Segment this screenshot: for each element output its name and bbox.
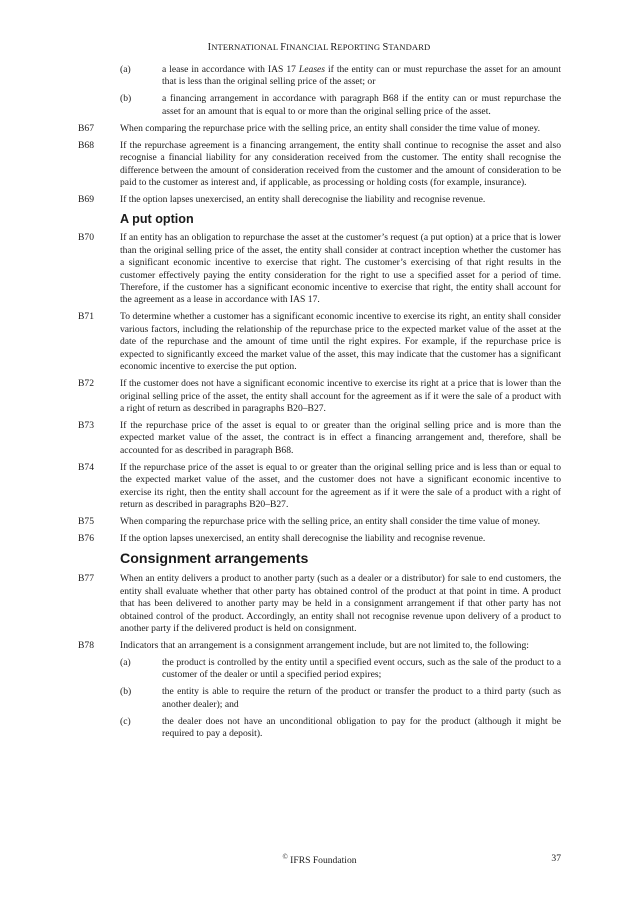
list-item	[78, 716, 561, 741]
paragraph-text: To determine whether a customer has a significant economic incentive to exercise its right, an entity shall consider various factors, including the relationship of the repurchase price to the expected market value of the asset at the date of the repurchase and the amount of time until the right expires. For example, if the repurchase price is expected to significantly exceed the market value of the asset, this may indicate that the customer has a significant economic incentive to exercise the put option.	[120, 311, 561, 373]
paragraph-text: When comparing the repurchase price with the selling price, an entity shall consider the time value of money.	[120, 122, 541, 134]
item-text: a lease in accordance with IAS 17 Leases if the entity can or must repurchase the asset for an amount that is less than the original selling price of the asset; or	[162, 64, 561, 88]
list-item	[78, 657, 561, 682]
item-text: a financing arrangement in accordance with paragraph B68 if the entity can or must repurchase the asset for an amount that is equal to or more than the original selling price of the asset.	[162, 93, 561, 117]
paragraph	[78, 378, 561, 415]
paragraph-number: B73	[78, 419, 94, 431]
header-cap: S	[382, 42, 389, 53]
paragraph	[78, 516, 561, 528]
item-text: the product is controlled by the entity until a specified event occurs, such as the sale of the product to a customer of the dealer or until a specified period expires;	[162, 656, 561, 681]
paragraph-number: B69	[78, 194, 94, 206]
paragraph	[78, 232, 561, 306]
paragraph-text: Indicators that an arrangement is a consignment arrangement include, but are not limited to, the following:	[120, 639, 529, 651]
footer-org: IFRS Foundation	[287, 855, 357, 867]
header-part: INANCIAL	[286, 42, 331, 52]
copyright-icon: ©	[282, 853, 288, 861]
paragraph-number: B67	[78, 122, 94, 134]
section-heading-consignment: Consignment arrangements	[120, 551, 309, 568]
item-text: the dealer does not have an unconditional obligation to pay for the product (although it might be required to pay a deposit).	[162, 715, 561, 740]
paragraph	[78, 123, 561, 135]
paragraph-number: B77	[78, 573, 94, 585]
item-label: (a)	[120, 656, 131, 668]
list-item	[78, 64, 561, 89]
paragraph-text: If the repurchase price of the asset is equal to or greater than the original selling price and is less than or equal to the expected market value of the asset, and the customer does not have a significant economic incentive to exercise its right, then the entity shall account for the agreement as if it were the sale of a product with a right of return as described in paragraphs B20–B27.	[120, 461, 561, 510]
paragraph-number: B68	[78, 139, 94, 151]
section-heading-put-option: A put option	[120, 212, 194, 227]
paragraph-number: B72	[78, 378, 94, 390]
paragraph	[78, 573, 561, 635]
item-label: (a)	[120, 64, 131, 75]
paragraph	[78, 194, 561, 206]
page-number: 37	[551, 853, 561, 864]
list-item	[78, 686, 561, 711]
standard-title: Leases	[298, 64, 326, 75]
paragraph	[78, 140, 561, 190]
paragraph-number: B76	[78, 532, 94, 544]
paragraph-text: If the option lapses unexercised, an entity shall derecognise the liability and recognise revenue.	[120, 532, 486, 544]
paragraph-text: If the customer does not have a significant economic incentive to exercise its right at a price that is lower than the original selling price of the asset, the entity shall account for the agreement as if it were the sale of a product with a right of return as described in paragraphs B20–B27.	[120, 378, 561, 414]
item-label: (b)	[120, 93, 132, 105]
item-label: (c)	[120, 715, 131, 727]
footer-copyright	[78, 853, 561, 866]
list-item	[78, 93, 561, 118]
paragraph-number: B78	[78, 639, 94, 651]
header-cap: R	[330, 42, 338, 53]
paragraph	[78, 640, 561, 652]
running-header	[0, 42, 638, 53]
paragraph-number: B75	[78, 515, 94, 527]
header-part: EPORTING	[337, 42, 383, 52]
header-cap: I	[207, 42, 212, 53]
paragraph-number: B70	[78, 232, 94, 244]
paragraph-text: If the repurchase price of the asset is equal to or greater than the original selling price and is more than the expected market value of the asset, the contract is in effect a financing arrangement and, therefore, shall be accounted for as described in paragraph B68.	[120, 419, 561, 456]
header-part: NTERNATIONAL	[211, 42, 281, 52]
paragraph-number: B71	[78, 311, 94, 323]
paragraph	[78, 533, 561, 545]
body-text	[78, 64, 561, 745]
header-cap: F	[280, 42, 287, 53]
paragraph	[78, 311, 561, 373]
paragraph-number: B74	[78, 461, 94, 473]
paragraph-text: If the option lapses unexercised, an entity shall derecognise the liability and recognise revenue.	[120, 194, 486, 206]
item-text: the entity is able to require the return of the product or transfer the product to a third party (such as another dealer); and	[162, 686, 561, 710]
paragraph-text: When comparing the repurchase price with the selling price, an entity shall consider the time value of money.	[120, 515, 541, 527]
paragraph-text: When an entity delivers a product to another party (such as a dealer or a distributor) for sale to end customers, the entity shall evaluate whether that other party has obtained control of the product at that point in time. A product that has been delivered to another party may be held in a consignment arrangement if that other party has not obtained control of the product. Accordingly, an entity shall not recognise revenue upon delivery of a product to another party if the delivered product is held on consignment.	[120, 573, 561, 634]
paragraph	[78, 462, 561, 512]
item-label: (b)	[120, 686, 132, 698]
paragraph-text: If the repurchase agreement is a financing arrangement, the entity shall continue to recognise the asset and also recognise a financial liability for any consideration received from the customer. The entity shall recognise the difference between the amount of consideration received from the customer and the amount of consideration to be paid to the customer as interest and, if applicable, as processing or holding costs (for example, insurance).	[120, 139, 561, 189]
header-part: TANDARD	[388, 42, 431, 52]
paragraph	[78, 420, 561, 457]
paragraph-text: If an entity has an obligation to repurchase the asset at the customer’s request (a put option) at a price that is lower than the original selling price of the asset, the entity shall consider at contract inception whether the customer has a significant economic incentive to exercise that right. The customer’s exercising of that right results in the customer effectively paying the entity consideration for the right to use a specified asset for a period of time. Therefore, if the customer has a significant economic incentive to exercise that right, the entity shall account for the agreement as a lease in accordance with IAS 17.	[120, 232, 561, 306]
